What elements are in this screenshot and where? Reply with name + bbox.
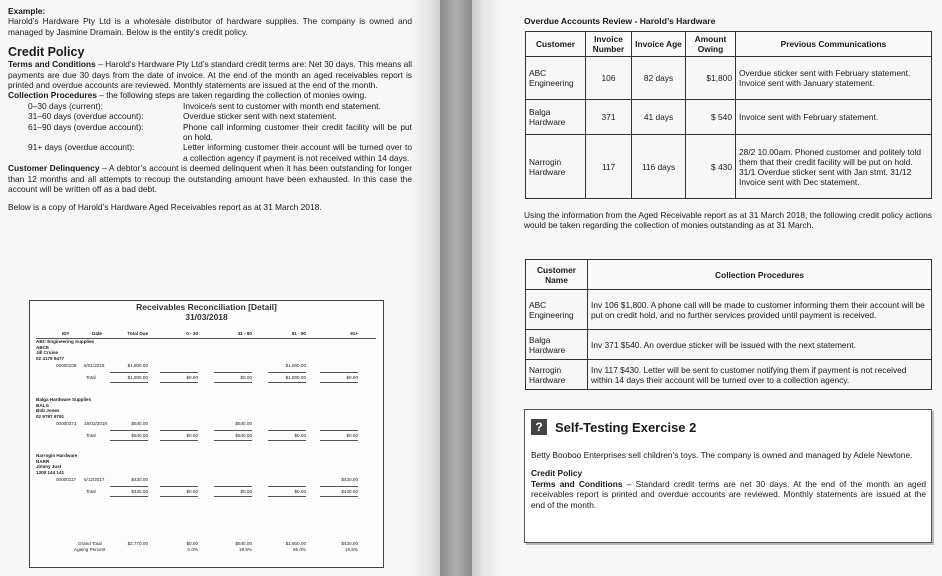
cell-customer-name: ABC Engineering (526, 290, 588, 330)
table-header-row (526, 32, 932, 57)
table-row (526, 360, 932, 390)
report-cell: 00000117 (56, 477, 77, 482)
delinquency-label: Customer Delinquency (8, 163, 100, 174)
report-grand-total-cell: $1,800.00 (285, 541, 306, 546)
exercise-header (531, 419, 696, 435)
report-col-header: 61 - 90 (291, 331, 306, 336)
report-total-rule (214, 440, 252, 441)
report-total-cell: $0.00 (346, 375, 358, 380)
report-col-header: 91+ (350, 331, 358, 336)
step-period: 91+ days (overdue account): (28, 142, 135, 153)
report-customer-header: Narrogin Hardware (36, 453, 78, 458)
report-total-cell: $0.00 (294, 433, 306, 438)
report-total-cell: $0.00 (294, 489, 306, 494)
report-subtotal-rule (160, 430, 198, 431)
exercise-terms-label: Terms and Conditions (531, 478, 623, 489)
report-intro: Below is a copy of Harold’s Hardware Aged Receivables report as at 31 March 2018. (8, 201, 322, 212)
collection-step (28, 122, 412, 143)
exercise-policy-title: Credit Policy (531, 468, 583, 479)
credit-policy-title: Credit Policy (8, 45, 85, 60)
report-customer-header: ABC Engineering Supplies (36, 339, 95, 344)
report-total-rule (214, 382, 252, 383)
report-ageing-cell: 65.0% (292, 547, 306, 552)
terms-label: Terms and Conditions (8, 59, 96, 70)
report-total-label: Total (86, 375, 96, 380)
report-total-cell: $430.00 (341, 489, 358, 494)
report-total-cell: $1,800.00 (127, 375, 148, 380)
report-total-cell: $0.00 (186, 375, 198, 380)
overdue-review-heading: Overdue Accounts Review - Harold’s Hardware (524, 16, 716, 26)
report-subtotal-rule (110, 486, 148, 487)
report-cell: 18/02/2018 (84, 421, 107, 426)
question-icon: ? (531, 419, 547, 435)
cell-communications: Invoice sent with February statement. (736, 100, 932, 135)
report-subtotal-rule (268, 372, 306, 373)
report-customer-header: Jill Cruise (36, 350, 58, 355)
report-date: 31/03/2018 (185, 312, 228, 322)
report-cell: 00000106 (56, 363, 77, 368)
report-ageing-label: Ageing Percent (74, 547, 106, 552)
delinquency-text: – A debtor’s account is deemed delinquent when it has been outstanding for longer than 12 months and all attempts to recoup the outstanding amount have been exhausted. In this case the account will be written off as a bad debt. (8, 163, 412, 195)
report-customer-header: NARR (36, 458, 50, 464)
col-invoice-age: Invoice Age (632, 32, 686, 57)
table-row (526, 135, 932, 199)
cell-invoice-age: 41 days (632, 100, 686, 135)
report-subtotal-rule (320, 372, 358, 373)
report-total-cell: $0.00 (240, 489, 252, 494)
report-total-cell: $0.00 (240, 375, 252, 380)
step-period: 0–30 days (current): (28, 100, 103, 111)
cell-procedure: Inv 371 $540. An overdue sticker will be issued with the next statement. (588, 330, 932, 360)
report-cell: $430.00 (131, 477, 148, 482)
cell-invoice-number: 117 (586, 135, 632, 199)
book-gutter (440, 0, 472, 576)
report-total-rule (320, 382, 358, 383)
report-cell: 00000371 (56, 421, 77, 426)
cell-amount-owing: $ 540 (686, 100, 736, 135)
report-grand-total-cell: $540.00 (235, 541, 252, 546)
exercise-body (531, 450, 926, 510)
report-subtotal-rule (214, 486, 252, 487)
report-customer-header: ABCE (36, 344, 50, 350)
cell-communications: Overdue sticker sent with February statement. Invoice sent with January statement. (736, 57, 932, 100)
report-total-rule (268, 496, 306, 497)
cell-invoice-number: 371 (586, 100, 632, 135)
collection-steps (28, 101, 412, 163)
self-testing-exercise-box (524, 409, 932, 543)
step-action: Letter informing customer their account will be turned over to a collection agency if payment is not received within 14 days. (183, 142, 412, 163)
report-total-cell: $540.00 (235, 433, 252, 438)
report-subtotal-rule (320, 486, 358, 487)
report-ageing-cell: 19.5% (238, 547, 252, 552)
report-total-cell: $1,800.00 (285, 375, 306, 380)
report-subtotal-rule (160, 486, 198, 487)
col-amount-owing: Amount Owing (686, 32, 736, 57)
report-col-header: 0 - 30 (186, 331, 198, 336)
report-total-rule (320, 496, 358, 497)
delinquency-paragraph (8, 163, 412, 194)
report-customer-header: 02 9797 9791 (36, 413, 65, 419)
step-action: Overdue sticker sent with next statement. (183, 111, 337, 122)
step-action: Invoice/s sent to customer with month end statement. (183, 100, 381, 111)
collection-paragraph (8, 90, 412, 100)
report-subtotal-rule (268, 486, 306, 487)
report-total-rule (214, 496, 252, 497)
report-customer-header: 02 4179 9477 (36, 355, 65, 361)
report-grand-total-cell: $0.00 (186, 541, 198, 546)
report-total-rule (268, 382, 306, 383)
report-col-header: 31 - 60 (237, 331, 252, 336)
report-subtotal-rule (160, 372, 198, 373)
report-total-rule (160, 440, 198, 441)
cell-communications: 28/2 10.00am. Phoned customer and politely told them that their credit facility will be put on hold. 31/1 Overdue sticker sent with Jan stmt. 31/12 Invoice sent with Dec statement. (736, 135, 932, 199)
report-total-cell: $0.00 (346, 433, 358, 438)
collection-label: Collection Procedures (8, 90, 97, 101)
cell-customer: Narrogin Hardware (526, 135, 586, 199)
table-row (526, 330, 932, 360)
report-subtotal-rule (110, 430, 148, 431)
report-total-rule (160, 382, 198, 383)
report-total-rule (160, 496, 198, 497)
cell-procedure: Inv 117 $430. Letter will be sent to customer notifying them if payment is not received within 14 days their account will be turned over to a collection agency. (588, 360, 932, 390)
report-total-label: Total (86, 433, 96, 438)
report-cell: 8/01/2018 (84, 363, 105, 368)
collection-explanation: Using the information from the Aged Receivable report as at 31 March 2018, the following credit policy actions would be taken regarding the collection of monies outstanding as at 31 March. (524, 210, 932, 231)
cell-customer: Balga Hardware (526, 100, 586, 135)
report-customer-header: 1300 144 141 (36, 469, 65, 475)
report-total-rule (320, 440, 358, 441)
col-previous-communications: Previous Communications (736, 32, 932, 57)
col-customer: Customer (526, 32, 586, 57)
report-total-rule (268, 440, 306, 441)
col-invoice-number: Invoice Number (586, 32, 632, 57)
col-customer-name: Customer Name (526, 260, 588, 290)
table-row (526, 100, 932, 135)
report-total-cell: $540.00 (131, 433, 148, 438)
cell-customer: ABC Engineering (526, 57, 586, 100)
cell-customer-name: Narrogin Hardware (526, 360, 588, 390)
report-customer-header: BALG (36, 402, 50, 408)
report-cell: $430.00 (341, 477, 358, 482)
report-grand-total-cell: $2,770.00 (127, 541, 148, 546)
report-subtotal-rule (320, 430, 358, 431)
report-col-header: Total Due (127, 331, 148, 336)
report-total-rule (110, 496, 148, 497)
terms-paragraph (8, 59, 412, 90)
report-cell: $540.00 (131, 421, 148, 426)
cell-amount-owing: $ 430 (686, 135, 736, 199)
report-subtotal-rule (214, 430, 252, 431)
table-row (526, 57, 932, 100)
exercise-terms-text: – Standard credit terms are net 30 days. At the end of the month an aged receivables report is printed and overdue accounts are reviewed. Monthly statements are issued at the end of the month. (531, 478, 926, 510)
report-cell: $540.00 (235, 421, 252, 426)
report-total-cell: $0.00 (186, 433, 198, 438)
collection-procedures-table (525, 259, 932, 390)
report-grand-total-label: Grand Total (78, 541, 102, 546)
collection-step (28, 111, 412, 121)
step-period: 61–90 days (overdue account): (28, 121, 144, 132)
collection-text: – the following steps are taken regarding the collection of monies owing. (96, 90, 367, 101)
report-cell: $1,800.00 (285, 363, 306, 368)
left-page-content (8, 6, 412, 212)
cell-invoice-age: 116 days (632, 135, 686, 199)
report-grand-total-cell: $430.00 (341, 541, 358, 546)
report-cell: 5/12/2017 (84, 477, 105, 482)
overdue-review-table (525, 31, 932, 199)
exercise-intro: Betty Booboo Enterprises sell children’s toys. The company is owned and managed by Adele Newtone. (531, 450, 913, 460)
report-subtotal-rule (110, 372, 148, 373)
report-customer-header: Bob Jones (36, 408, 60, 413)
report-ageing-cell: 15.5% (344, 547, 358, 552)
cell-procedure: Inv 106 $1,800. A phone call will be made to customer informing them their account will be put on credit hold, and no further services provided until payment is received. (588, 290, 932, 330)
example-title: Example: (8, 6, 46, 16)
cell-amount-owing: $1,800 (686, 57, 736, 100)
cell-invoice-number: 106 (586, 57, 632, 100)
collection-step (28, 101, 412, 111)
report-total-rule (110, 382, 148, 383)
cell-invoice-age: 82 days (632, 57, 686, 100)
step-action: Phone call informing customer their credit facility will be put on hold. (183, 121, 412, 143)
report-subtotal-rule (214, 372, 252, 373)
table-row (526, 290, 932, 330)
col-collection-procedures: Collection Procedures (588, 260, 932, 290)
report-total-rule (110, 440, 148, 441)
example-intro: Harold’s Hardware Pty Ltd is a wholesale distributor of hardware supplies. The company is owned and managed by Jasmine Dramain. Below is the entity’s credit policy. (8, 16, 412, 37)
table-header-row (526, 260, 932, 290)
report-total-cell: $0.00 (186, 489, 198, 494)
report-subtotal-rule (268, 430, 306, 431)
report-col-header: ID# (62, 331, 70, 336)
report-ageing-cell: 0.0% (187, 547, 198, 552)
report-title: Receivables Reconciliation [Detail] (136, 302, 277, 312)
exercise-title: Self-Testing Exercise 2 (555, 419, 697, 435)
report-cell: $1,800.00 (127, 363, 148, 368)
aged-receivables-report (29, 300, 384, 568)
cell-customer-name: Balga Hardware (526, 330, 588, 360)
exercise-terms (531, 479, 926, 510)
report-customer-header: Jimmy Just (36, 464, 62, 469)
step-period: 31–60 days (overdue account): (28, 111, 144, 122)
report-col-header: Date (92, 331, 102, 336)
collection-step (28, 142, 412, 163)
report-total-label: Total (86, 489, 96, 494)
terms-text: – Harold’s Hardware Pty Ltd’s standard credit terms are: Net 30 days. This means all payments are due 30 days from the date of invoice. At the end of the month an aged receivables report is printed and overdue accounts are reviewed. Monthly statements are issued at the end of the month. (8, 59, 412, 91)
report-customer-header: Balga Hardware Supplies (36, 397, 92, 402)
report-total-cell: $430.00 (131, 489, 148, 494)
